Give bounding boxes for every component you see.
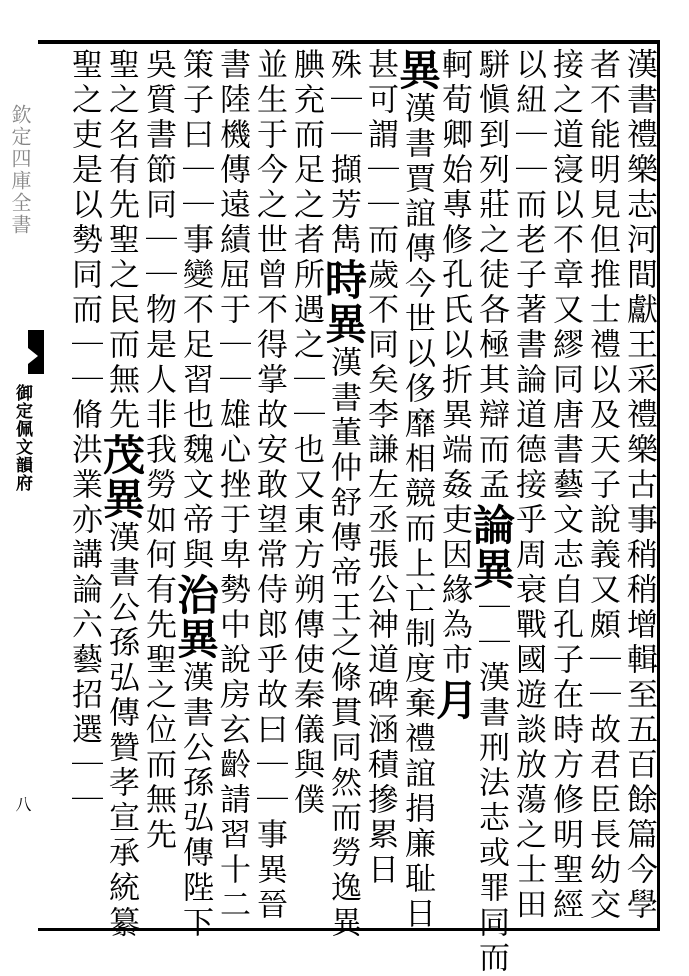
text-columns	[62, 48, 657, 976]
column-text: 聖之吏是以勢同而｜｜	[66, 48, 102, 398]
column-text: 並生于今之世曾不得掌故安敢望常侍郎乎故曰｜｜事異晉	[251, 48, 287, 923]
text-column	[97, 48, 146, 941]
book-title: 御定佩文韻府	[12, 384, 32, 492]
column-text: 漢書公孫弘傳陛下	[177, 661, 213, 941]
text-column	[319, 48, 368, 941]
cut-off-book-title: 欽定四庫全書	[8, 104, 32, 236]
entry-heading: 論異	[467, 503, 516, 591]
column-text: ｜｜漢書刑法志或罪同而	[473, 591, 509, 976]
column-text: 者所遇之｜｜也又東方朔傳使秦儀與僕	[288, 223, 324, 818]
column-text: 姦吏因緣為市	[436, 468, 472, 678]
text-column	[360, 48, 400, 924]
text-column	[393, 48, 442, 932]
column-text: 軻荀卿始專修孔氏以折異端	[436, 48, 472, 468]
column-text: 漢書賈誼傳今世以侈靡相競而上亡制度棄禮誼捐廉耻日	[399, 92, 435, 932]
column-text: 殊｜｜擷芳雋	[325, 48, 361, 258]
column-text: 聖之名有先聖之民而無先	[103, 48, 139, 433]
column-text: 漢書公孫弘傳贊孝宣承統纂	[103, 521, 139, 941]
text-column	[430, 48, 479, 924]
column-text: 策子曰｜｜事變不足習也魏文帝與	[177, 48, 213, 573]
entry-heading: 異	[393, 48, 442, 92]
entry-heading: 月	[430, 678, 479, 722]
page-margin-strip	[0, 44, 44, 931]
text-column	[582, 48, 622, 924]
text-column	[212, 48, 252, 924]
page-number: 八	[13, 796, 32, 812]
column-text: 駢愼到列莊之徒各極其辯而孟	[473, 48, 509, 503]
entry-heading: 時異	[319, 258, 368, 346]
text-column	[286, 48, 326, 924]
text-column	[64, 48, 104, 924]
text-column	[508, 48, 548, 924]
text-column	[467, 48, 516, 976]
entry-heading: 茂異	[97, 433, 146, 521]
column-text: 有先聖之位而無先	[140, 573, 176, 853]
text-column	[171, 48, 220, 941]
entry-heading: 治異	[171, 573, 220, 661]
column-text: 甚可謂｜｜而歲不同矣李謙左丞張公神道碑涵積摻累日	[362, 48, 398, 888]
text-column	[545, 48, 585, 924]
page-border-top	[38, 40, 660, 44]
column-text: 吳質書節同｜｜物是人非我勞如何	[140, 48, 176, 573]
column-text: 漢書禮樂志河間獻王采禮樂古事稍稍增輯至五百餘篇今學	[621, 48, 657, 923]
column-text: 脩洪業亦講論六藝招選｜｜	[66, 398, 102, 818]
column-text: 書陸機傳遠績屈于｜｜雄心挫于卑勢中說房玄齡請習十二	[214, 48, 250, 923]
fishtail-mark-icon	[28, 330, 44, 374]
text-column	[619, 48, 659, 924]
text-column	[249, 48, 289, 924]
column-text: 者不能明見但推士禮以及天子說義又頗｜｜故君臣長幼交	[584, 48, 620, 923]
column-text: 漢書董仲舒傳帝王之條貫同然而勞逸異	[325, 346, 361, 941]
column-text: 腆充而足之	[288, 48, 324, 223]
column-text: 接之道寖以不章又繆同唐書藝文志自孔子在時方修明聖經	[547, 48, 583, 923]
column-text: 以紐｜｜而老子著書論道德接乎周衰戰國遊談放蕩之士田	[510, 48, 546, 923]
